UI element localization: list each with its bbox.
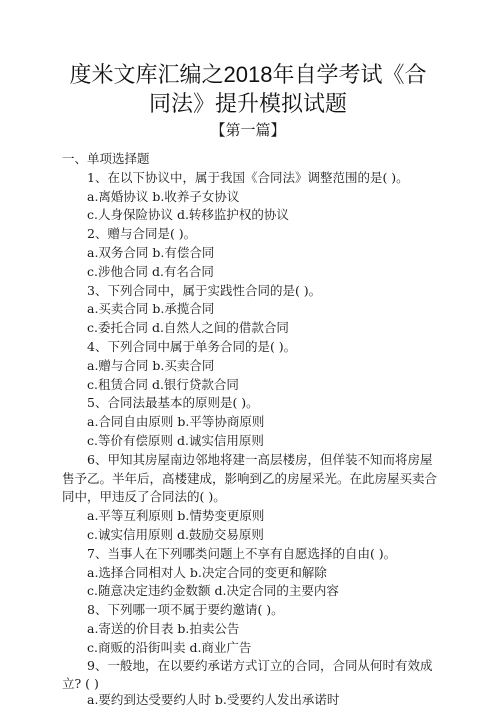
question-8: 8、下列哪一项不属于要约邀请( )。 bbox=[87, 602, 284, 617]
question-6-line-3: 同中，甲违反了合同法的( )。 bbox=[62, 489, 226, 504]
question-1: 1、在以下协议中，属于我国《合同法》调整范围的是( )。 bbox=[87, 170, 409, 185]
question-7-options-cd: c.随意决定违约金数额 d.决定合同的主要内容 bbox=[87, 583, 339, 598]
question-5-options-ab: a.合同自由原则 b.平等协商原则 bbox=[87, 414, 265, 429]
question-8-options-ab: a.寄送的价目表 b.拍卖公告 bbox=[87, 621, 240, 636]
question-6-options-ab: a.平等互利原则 b.情势变更原则 bbox=[87, 508, 265, 523]
question-9-line-2: 立? ( ) bbox=[62, 676, 99, 691]
document-title-line-2: 同法》提升模拟试题 bbox=[148, 91, 347, 116]
question-7: 7、当事人在下列哪类问题上不享有自愿选择的自由( )。 bbox=[87, 546, 397, 561]
section-heading: 一、单项选择题 bbox=[62, 151, 150, 166]
question-9-line-1: 9、一般地，在以要约承诺方式订立的合同，合同从何时有效成 bbox=[87, 658, 433, 673]
question-7-options-ab: a.选择合同相对人 b.决定合同的变更和解除 bbox=[87, 565, 327, 580]
question-2: 2、赠与合同是( )。 bbox=[87, 226, 197, 241]
question-4-options-cd: c.租赁合同 d.银行贷款合同 bbox=[87, 377, 239, 392]
question-1-options-ab: a.离婚协议 b.收养子女协议 bbox=[87, 189, 240, 204]
question-1-options-cd: c.人身保险协议 d.转移监护权的协议 bbox=[87, 207, 289, 222]
question-6-line-1: 6、甲知其房屋南边邻地将建一高层楼房，但佯装不知而将房屋 bbox=[87, 452, 433, 467]
question-5-options-cd: c.等价有偿原则 d.诚实信用原则 bbox=[87, 433, 264, 448]
question-9-options-ab: a.要约到达受要约人时 b.受要约人发出承诺时 bbox=[87, 692, 340, 707]
question-6-line-2: 售予乙。半年后，高楼建成，影响到乙的房屋采光。在此房屋买卖合 bbox=[62, 471, 438, 486]
question-2-options-ab: a.双务合同 b.有偿合同 bbox=[87, 245, 215, 260]
question-5: 5、合同法最基本的原则是( )。 bbox=[87, 395, 259, 410]
document-subtitle: 【第一篇】 bbox=[210, 121, 286, 139]
question-4-options-ab: a.赠与合同 b.买卖合同 bbox=[87, 358, 215, 373]
question-3: 3、下列合同中，属于实践性合同的是( )。 bbox=[87, 283, 322, 298]
question-4: 4、下列合同中属于单务合同的是( )。 bbox=[87, 339, 297, 354]
question-6-options-cd: c.诚实信用原则 d.鼓励交易原则 bbox=[87, 527, 264, 542]
question-2-options-cd: c.涉他合同 d.有名合同 bbox=[87, 264, 214, 279]
question-3-options-cd: c.委托合同 d.自然人之间的借款合同 bbox=[87, 320, 289, 335]
question-3-options-ab: a.买卖合同 b.承揽合同 bbox=[87, 301, 215, 316]
question-8-options-cd: c.商贩的沿街叫卖 d.商业广告 bbox=[87, 640, 252, 655]
document-title-line-1: 度米文库汇编之2018年自学考试《合 bbox=[69, 62, 427, 87]
